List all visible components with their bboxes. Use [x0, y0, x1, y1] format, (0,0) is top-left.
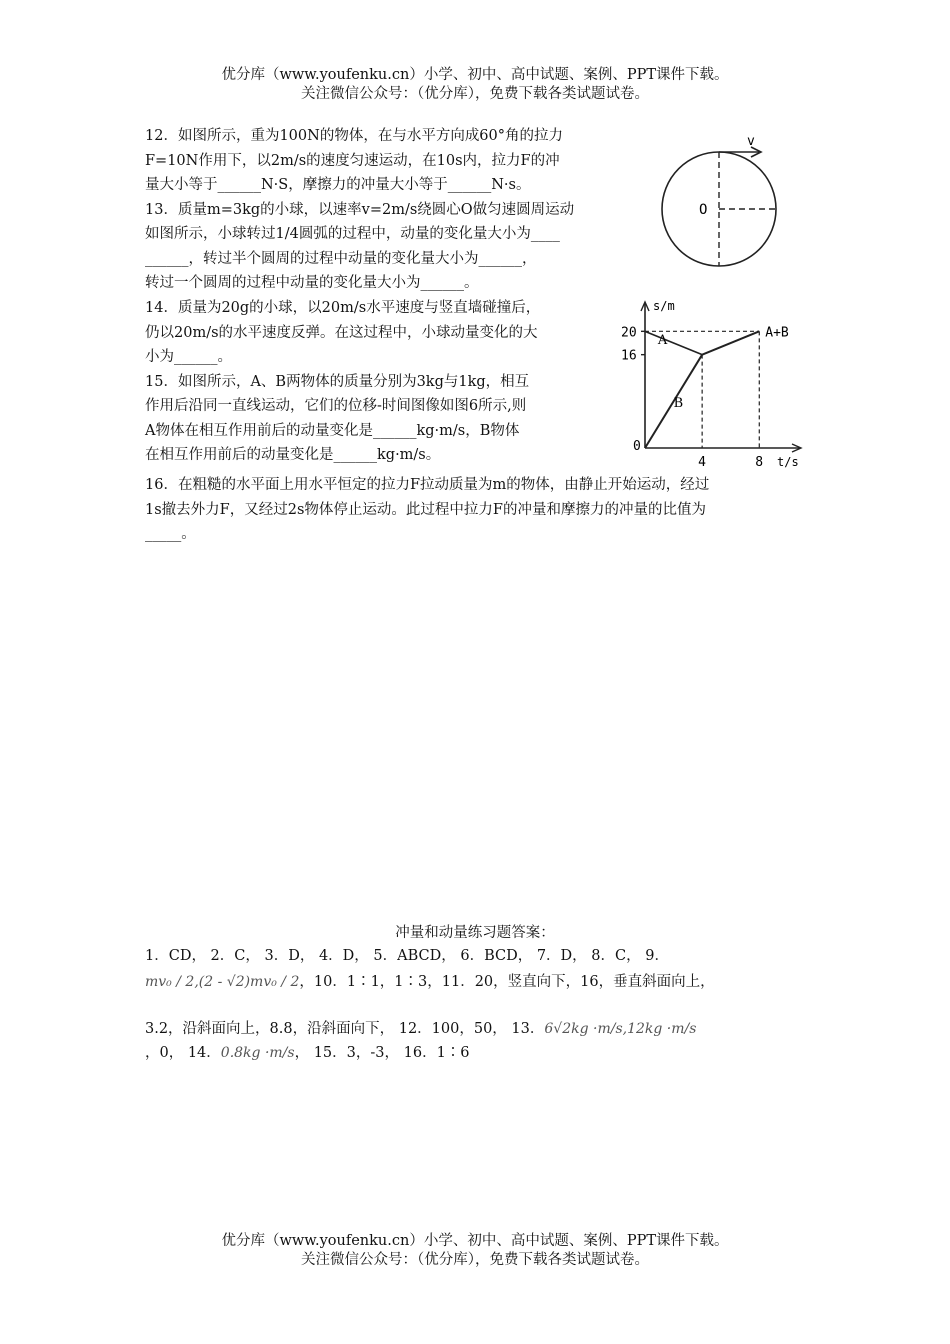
question-13-line-2: 如图所示，小球转过1/4圆弧的过程中，动量的变化量大小为____	[145, 226, 560, 242]
annotation-A-plus-B: A+B	[765, 325, 789, 341]
circular-motion-figure	[655, 130, 785, 275]
answers-line-4	[145, 1041, 470, 1062]
question-15	[145, 370, 529, 468]
answers-line-3	[145, 1017, 696, 1038]
question-14	[145, 296, 540, 370]
y-tick-label-16: 16	[621, 348, 637, 364]
question-16-line-2: 1s撤去外力F，又经过2s物体停止运动。此过程中拉力F的冲量和摩擦力的冲量的比值为	[145, 501, 706, 518]
displacement-time-chart	[615, 298, 805, 473]
question-16	[145, 473, 709, 547]
annotation-B: B	[673, 396, 684, 412]
answers-title: 冲量和动量练习题答案：	[395, 925, 555, 941]
x-axis-label: t/s	[777, 455, 799, 469]
answers-line-2	[145, 970, 715, 991]
question-15-line-3: A物体在相互作用前后的动量变化是______kg·m/s，B物体	[145, 422, 520, 439]
answer-9-formula: mv₀ / 2,(2 - √2)mv₀ / 2	[145, 974, 300, 990]
annotation-A: A	[657, 333, 668, 349]
question-14-line-3: 小为______。	[145, 349, 232, 365]
answer-14-formula: 0.8kg ·m/s	[220, 1045, 295, 1061]
question-15-line-4: 在相互作用前后的动量变化是______kg·m/s。	[145, 447, 441, 463]
x-tick-label-8: 8	[755, 455, 764, 470]
question-12-line-2: F=10N作用下，以2m/s的速度匀速运动，在10s内，拉力F的冲	[145, 152, 560, 169]
question-12	[145, 124, 563, 198]
question-14-line-2: 仍以20m/s的水平速度反弹。在这过程中，小球动量变化的大	[145, 324, 538, 341]
header-line-1: 优分库（www.youfenku.cn）小学、初中、高中试题、案例、PPT课件下载。	[221, 67, 729, 83]
question-16-line-1: 16．在粗糙的水平面上用水平恒定的拉力F拉动质量为m的物体，由静止开始运动，经过	[145, 477, 710, 493]
question-14-line-1: 14．质量为20g的小球，以20m/s水平速度与竖直墙碰撞后，	[145, 300, 541, 316]
question-13	[145, 198, 574, 296]
answers-line-3-text: 3.2，沿斜面向上，8.8，沿斜面向下， 12．100，50， 13．	[145, 1021, 545, 1037]
answers-line-2-text: ，10．1∶1，1∶3，11．20，竖直向下，16，垂直斜面向上，	[299, 974, 715, 990]
question-15-line-2: 作用后沿同一直线运动，它们的位移-时间图像如图6所示,则	[145, 398, 527, 414]
page-header	[0, 66, 950, 104]
series-A-line	[645, 331, 702, 354]
question-15-line-1: 15．如图所示，A、B两物体的质量分别为3kg与1kg，相互	[145, 373, 530, 390]
question-13-line-3: ______，转过半个圆周的过程中动量的变化量大小为______，	[145, 250, 537, 267]
y-axis-label: s/m	[653, 299, 675, 313]
footer-line-1: 优分库（www.youfenku.cn）小学、初中、高中试题、案例、PPT课件下载。	[221, 1233, 729, 1249]
header-line-2: 关注微信公众号：（优分库），免费下载各类试题试卷。	[301, 86, 649, 102]
question-12-line-1: 12．如图所示，重为100N的物体，在与水平方向成60°角的拉力	[145, 128, 564, 144]
series-A-plus-B-line	[702, 331, 759, 354]
question-12-line-3: 量大小等于______N·S，摩擦力的冲量大小等于______N·s。	[145, 177, 531, 193]
answers-line-4-text-b: ， 15．3，-3， 16．1∶6	[294, 1045, 470, 1061]
answers-line-1: 1．CD， 2．C， 3．D， 4．D， 5．ABCD， 6．BCD， 7．D， 8．C， 9．	[145, 948, 669, 964]
question-13-line-4: 转过一个圆周的过程中动量的变化量大小为______。	[145, 275, 479, 291]
y-tick-label-20: 20	[621, 325, 637, 341]
x-tick-label-0: 0	[633, 439, 641, 454]
question-13-line-1: 13．质量m=3kg的小球，以速率v=2m/s绕圆心O做匀速圆周运动	[145, 201, 575, 218]
chart-guide-lines	[645, 331, 759, 448]
answer-13-formula: 6√2kg ·m/s,12kg ·m/s	[544, 1021, 697, 1037]
velocity-label: v	[747, 134, 755, 149]
answers-line-4-text-a: ，0， 14．	[145, 1045, 221, 1061]
page-footer	[0, 1232, 950, 1270]
center-label: O	[699, 202, 708, 218]
x-tick-label-4: 4	[698, 455, 706, 470]
footer-line-2: 关注微信公众号：（优分库），免费下载各类试题试卷。	[301, 1252, 649, 1268]
question-16-line-3: _____。	[145, 526, 196, 542]
